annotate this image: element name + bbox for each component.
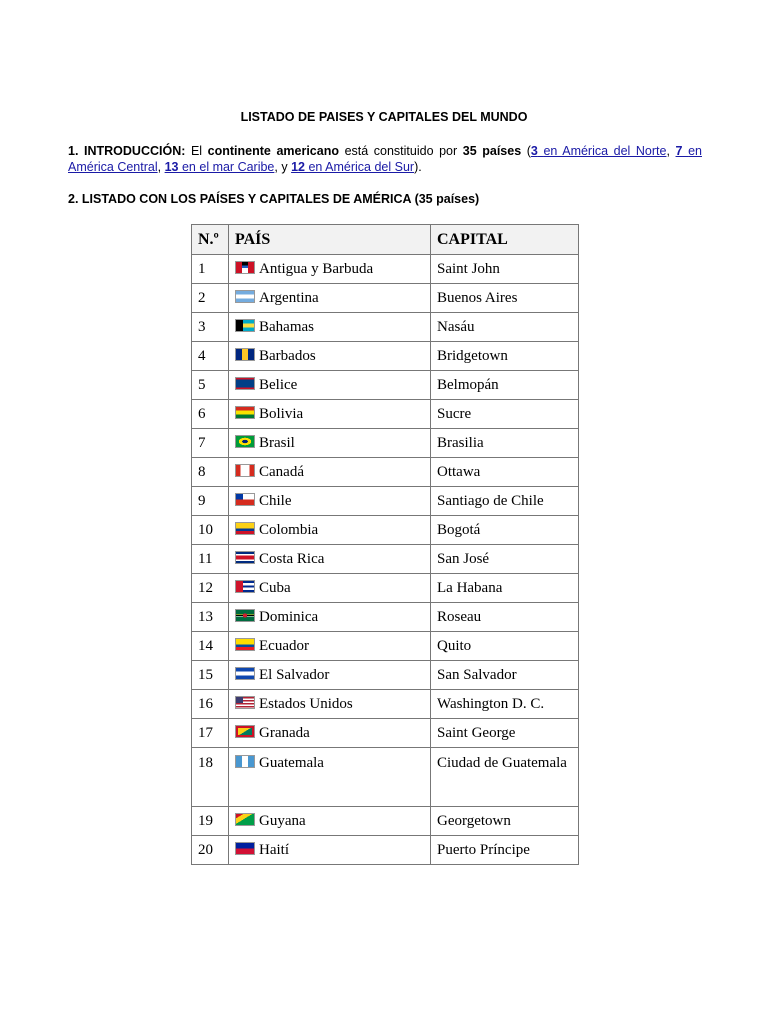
country-cell	[229, 255, 431, 284]
country-name: Argentina	[259, 289, 319, 306]
country-name: Cuba	[259, 579, 291, 596]
countries-table	[191, 224, 579, 865]
section-heading: 2. LISTADO CON LOS PAÍSES Y CAPITALES DE AMÉRICA (35 países)	[68, 192, 480, 206]
table-row	[192, 719, 579, 748]
row-number: 13	[192, 603, 229, 632]
bolivia-flag-icon	[235, 406, 255, 419]
country-cell	[229, 574, 431, 603]
country-name: El Salvador	[259, 666, 330, 683]
capital-cell: Sucre	[431, 400, 579, 429]
intro-text: está constituido por	[344, 144, 458, 158]
row-number: 14	[192, 632, 229, 661]
table-row	[192, 487, 579, 516]
row-number: 1	[192, 255, 229, 284]
capital-cell: San José	[431, 545, 579, 574]
country-name: Granada	[259, 724, 310, 741]
table-row	[192, 574, 579, 603]
row-number: 12	[192, 574, 229, 603]
table-row	[192, 603, 579, 632]
table-row	[192, 400, 579, 429]
country-cell	[229, 807, 431, 836]
usa-flag-icon	[235, 696, 255, 709]
link-central-america[interactable]: 7 en América Central	[68, 144, 702, 174]
chile-flag-icon	[235, 493, 255, 506]
intro-bold: 35 países	[462, 144, 522, 158]
row-number: 15	[192, 661, 229, 690]
row-number: 18	[192, 748, 229, 807]
table-row	[192, 632, 579, 661]
table-row	[192, 748, 579, 807]
country-name: Guatemala	[259, 755, 324, 771]
link-north-america[interactable]: 3 en América del Norte	[530, 144, 667, 158]
table-row	[192, 661, 579, 690]
intro-heading: 1. INTRODUCCIÓN:	[68, 144, 186, 158]
bahamas-flag-icon	[235, 319, 255, 332]
intro-text: ,	[157, 160, 162, 174]
country-name: Chile	[259, 492, 292, 509]
country-name: Ecuador	[259, 637, 309, 654]
country-cell	[229, 603, 431, 632]
country-cell	[229, 429, 431, 458]
intro-text: , y	[274, 160, 288, 174]
country-cell	[229, 690, 431, 719]
table-row	[192, 255, 579, 284]
capital-cell: Saint George	[431, 719, 579, 748]
row-number: 16	[192, 690, 229, 719]
header-country: PAÍS	[229, 225, 431, 255]
table-row	[192, 342, 579, 371]
country-name: Barbados	[259, 347, 316, 364]
table-row	[192, 545, 579, 574]
capital-cell: Quito	[431, 632, 579, 661]
cuba-flag-icon	[235, 580, 255, 593]
barbados-flag-icon	[235, 348, 255, 361]
argentina-flag-icon	[235, 290, 255, 303]
row-number: 3	[192, 313, 229, 342]
table-row	[192, 429, 579, 458]
country-cell	[229, 516, 431, 545]
country-name: Canadá	[259, 463, 304, 480]
country-cell	[229, 748, 431, 807]
intro-paragraph	[68, 143, 702, 175]
row-number: 8	[192, 458, 229, 487]
grenada-flag-icon	[235, 725, 255, 738]
header-capital: CAPITAL	[431, 225, 579, 255]
country-cell	[229, 836, 431, 865]
country-name: Dominica	[259, 608, 319, 625]
country-cell	[229, 487, 431, 516]
row-number: 6	[192, 400, 229, 429]
row-number: 5	[192, 371, 229, 400]
row-number: 7	[192, 429, 229, 458]
country-cell	[229, 313, 431, 342]
haiti-flag-icon	[235, 842, 255, 855]
capital-cell: Nasáu	[431, 313, 579, 342]
country-cell	[229, 719, 431, 748]
country-name: Belice	[259, 376, 298, 393]
page-title: LISTADO DE PAISES Y CAPITALES DEL MUNDO	[240, 110, 528, 124]
country-name: Costa Rica	[259, 550, 325, 567]
intro-bold: continente americano	[207, 144, 339, 158]
capital-cell: Bridgetown	[431, 342, 579, 371]
capital-cell: Washington D. C.	[431, 690, 579, 719]
country-cell	[229, 342, 431, 371]
country-name: Guyana	[259, 812, 306, 829]
country-cell	[229, 458, 431, 487]
table-row	[192, 458, 579, 487]
table-row	[192, 371, 579, 400]
antigua-flag-icon	[235, 261, 255, 274]
country-name: Antigua y Barbuda	[259, 260, 374, 277]
table-row	[192, 807, 579, 836]
canada-flag-icon	[235, 464, 255, 477]
table-row	[192, 690, 579, 719]
costa-rica-flag-icon	[235, 551, 255, 564]
capital-cell: Georgetown	[431, 807, 579, 836]
guyana-flag-icon	[235, 813, 255, 826]
colombia-flag-icon	[235, 522, 255, 535]
table-row	[192, 836, 579, 865]
country-name: Haití	[259, 841, 289, 858]
dominica-flag-icon	[235, 609, 255, 622]
capital-cell: Santiago de Chile	[431, 487, 579, 516]
country-name: Bolivia	[259, 405, 304, 422]
link-caribbean[interactable]: 13 en el mar Caribe	[164, 160, 275, 174]
capital-cell: Saint John	[431, 255, 579, 284]
capital-cell: Roseau	[431, 603, 579, 632]
row-number: 10	[192, 516, 229, 545]
row-number: 17	[192, 719, 229, 748]
table-header-row	[192, 225, 579, 255]
link-south-america[interactable]: 12 en América del Sur	[291, 160, 415, 174]
country-name: Estados Unidos	[259, 695, 353, 712]
intro-text: ,	[666, 144, 670, 158]
row-number: 19	[192, 807, 229, 836]
country-cell	[229, 400, 431, 429]
table-row	[192, 284, 579, 313]
ecuador-flag-icon	[235, 638, 255, 651]
intro-text: (	[526, 144, 531, 158]
belize-flag-icon	[235, 377, 255, 390]
row-number: 11	[192, 545, 229, 574]
capital-cell: Bogotá	[431, 516, 579, 545]
country-cell	[229, 371, 431, 400]
capital-cell: Puerto Príncipe	[431, 836, 579, 865]
capital-cell: San Salvador	[431, 661, 579, 690]
row-number: 20	[192, 836, 229, 865]
country-cell	[229, 284, 431, 313]
country-name: Colombia	[259, 521, 319, 538]
capital-cell: Belmopán	[431, 371, 579, 400]
capital-cell: La Habana	[431, 574, 579, 603]
row-number: 9	[192, 487, 229, 516]
capital-cell: Brasilia	[431, 429, 579, 458]
country-cell	[229, 661, 431, 690]
capital-cell: Ciudad de Guatemala	[431, 748, 579, 807]
header-number: N.º	[192, 225, 229, 255]
table-row	[192, 516, 579, 545]
el-salvador-flag-icon	[235, 667, 255, 680]
intro-text: ).	[414, 160, 422, 174]
country-name: Bahamas	[259, 318, 314, 335]
country-cell	[229, 545, 431, 574]
country-cell	[229, 632, 431, 661]
capital-cell: Buenos Aires	[431, 284, 579, 313]
country-name: Brasil	[259, 434, 295, 451]
intro-text: El	[190, 144, 203, 158]
row-number: 2	[192, 284, 229, 313]
table-row	[192, 313, 579, 342]
brazil-flag-icon	[235, 435, 255, 448]
row-number: 4	[192, 342, 229, 371]
capital-cell: Ottawa	[431, 458, 579, 487]
guatemala-flag-icon	[235, 755, 255, 768]
